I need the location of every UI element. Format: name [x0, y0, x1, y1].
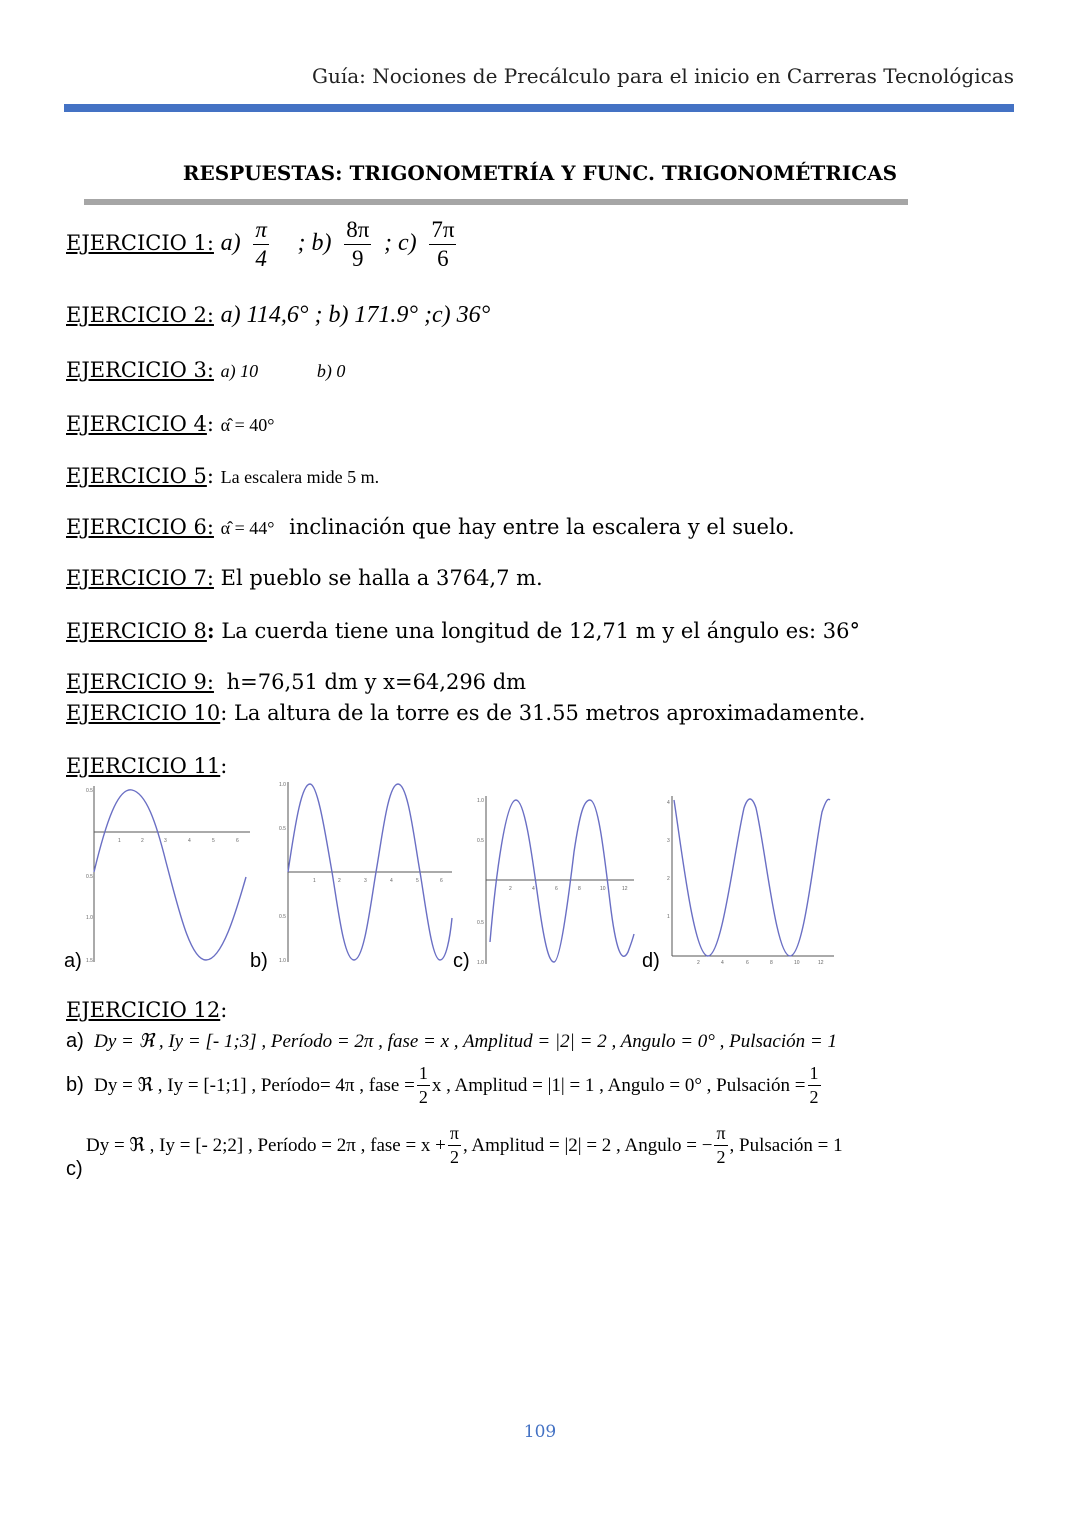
graph-b-xtick: 3 — [364, 878, 367, 884]
ejercicio-5-label: EJERCICIO 5 — [66, 464, 207, 488]
ejercicio-11: EJERCICIO 11: — [66, 754, 228, 778]
ejercicio-5: EJERCICIO 5: La escalera mide 5 m. — [66, 464, 380, 488]
graph-a-ytick: 0.5 — [86, 874, 93, 880]
graph-b-ytick: 0.5 — [279, 914, 286, 920]
graph-c-ytick: 1.0 — [477, 798, 484, 804]
ejercicio-11-label: EJERCICIO 11 — [66, 754, 221, 778]
ejercicio-8-answer: La cuerda tiene una longitud de 12,71 m y el ángulo es: 36° — [221, 619, 860, 643]
graph-c-xtick: 10 — [600, 886, 606, 892]
ejercicio-3-answer-a: a) 10 — [220, 361, 259, 381]
page-header: Guía: Nociones de Precálculo para el inicio en Carreras Tecnológicas — [311, 64, 1014, 88]
ejercicio-1-label: EJERCICIO 1: — [66, 231, 214, 256]
ejercicio-7-answer: El pueblo se halla a 3764,7 m. — [220, 566, 543, 590]
ej12-c-answer-part3: , Pulsación = 1 — [729, 1134, 843, 1156]
ejercicio-5-answer: La escalera mide 5 m. — [220, 467, 380, 487]
graph-b-ytick: 1.0 — [279, 782, 286, 788]
graph-c-xtick: 12 — [622, 886, 628, 892]
ejercicio-4-answer: α̂ = 40° — [220, 415, 275, 435]
ejercicio-8-label: EJERCICIO 8 — [66, 619, 207, 643]
graph-c-curve — [490, 800, 634, 962]
graph-d-ytick: 3 — [667, 838, 670, 844]
ejercicio-2-answer: a) 114,6° ; b) 171.9° ;c) 36° — [220, 302, 491, 328]
ejercicio-12: EJERCICIO 12: — [66, 998, 228, 1022]
graph-a-xtick: 1 — [118, 838, 121, 844]
graph-d — [666, 792, 838, 968]
ejercicio-7-label: EJERCICIO 7: — [66, 566, 214, 590]
ejercicio-6 — [66, 515, 795, 539]
graph-d-xtick: 10 — [794, 960, 800, 966]
graph-c-ytick: 0.5 — [477, 838, 484, 844]
graph-b-label: b) — [250, 950, 268, 972]
graph-d-xtick: 6 — [746, 960, 749, 966]
ejercicio-2 — [66, 302, 490, 329]
graph-a — [84, 782, 254, 968]
graph-b-xtick: 5 — [416, 878, 419, 884]
graph-a-xtick: 2 — [141, 838, 144, 844]
graph-d-xtick: 12 — [818, 960, 824, 966]
ej12-c-angulo-fraction: $\frac{\pi}{2}$ — [716, 1123, 726, 1167]
ejercicio-3-answer-b: b) 0 — [316, 361, 346, 381]
graph-b-ytick: 1.0 — [279, 958, 286, 964]
ej12-c-tag: c) — [66, 1158, 83, 1180]
ejercicio-1 — [66, 218, 462, 271]
ejercicio-3 — [66, 358, 345, 382]
graph-b-xtick: 1 — [313, 878, 316, 884]
ejercicio-8: EJERCICIO 8: La cuerda tiene una longitud de 12,71 m y el ángulo es: 36° — [66, 618, 860, 643]
ejercicio-6-label: EJERCICIO 6: — [66, 515, 214, 539]
ej12-a-answer: Dy = ℜ , Iy = [- 1;3] , Período = 2π , fase = x , Amplitud = |2| = 2 , Angulo = 0° , Pulsación = 1 — [94, 1031, 837, 1052]
graph-a-ytick: 1.5 — [86, 958, 93, 964]
ej1-b-tag: ; b) — [297, 230, 332, 257]
ej12-c-answer-part2: , Amplitud = |2| = 2 , Angulo = − — [462, 1134, 713, 1156]
ej1-a-tag: a) — [220, 230, 241, 257]
graph-b-xtick: 2 — [338, 878, 341, 884]
ej12-b-pulsacion-fraction: $\frac{1}{2}$ — [809, 1063, 819, 1107]
ej12-b-answer-part1: Dy = ℜ , Iy = [-1;1] , Período= 4π , fase = — [94, 1074, 415, 1096]
graph-c-ytick: 1.0 — [477, 960, 484, 966]
graph-c-xtick: 4 — [532, 886, 535, 892]
graph-b-xtick: 6 — [440, 878, 443, 884]
graph-a-ytick: 0.5 — [86, 788, 93, 794]
graph-a-xtick: 3 — [164, 838, 167, 844]
ej12-a-tag: a) — [66, 1030, 84, 1052]
ejercicio-2-label: EJERCICIO 2: — [66, 303, 214, 327]
ejercicio-4: EJERCICIO 4: α̂ = 40° — [66, 412, 275, 436]
graph-d-curve — [674, 799, 830, 956]
ejercicio-12-a — [66, 1028, 837, 1053]
graph-d-ytick: 2 — [667, 876, 670, 882]
ejercicio-6-angle: α̂ = 44° — [220, 518, 275, 538]
graph-a-xtick: 5 — [212, 838, 215, 844]
ej12-b-tag: b) — [66, 1073, 84, 1096]
ejercicio-4-label: EJERCICIO 4 — [66, 412, 207, 436]
ejercicio-10 — [66, 701, 865, 725]
title-rule — [84, 199, 908, 205]
ejercicio-12-label: EJERCICIO 12 — [66, 998, 221, 1022]
graph-c-xtick: 6 — [555, 886, 558, 892]
ejercicio-9-answer: h=76,51 dm y x=64,296 dm — [226, 670, 527, 694]
graph-d-ytick: 1 — [667, 914, 670, 920]
graph-a-ytick: 1.0 — [86, 915, 93, 921]
ejercicio-3-label: EJERCICIO 3: — [66, 358, 214, 382]
ej1-a-fraction: $\frac{\pi}{4}$ — [255, 217, 267, 272]
ejercicio-6-answer: inclinación que hay entre la escalera y el suelo. — [289, 515, 795, 539]
graph-d-xtick: 2 — [697, 960, 700, 966]
ej1-c-tag: ; c) — [384, 230, 417, 257]
ej12-b-fase-fraction: $\frac{1}{2}$ — [418, 1063, 428, 1107]
graph-a-xtick: 4 — [188, 838, 191, 844]
ej12-c-answer-part1: Dy = ℜ , Iy = [- 2;2] , Período = 2π , fase = x + — [86, 1134, 446, 1156]
graph-d-xtick: 4 — [721, 960, 724, 966]
graph-c-label: c) — [453, 950, 470, 972]
graph-b-xtick: 4 — [390, 878, 393, 884]
graph-a-xtick: 6 — [236, 838, 239, 844]
ej1-b-fraction: $\frac{8\pi}{9}$ — [346, 217, 370, 272]
graph-b — [278, 778, 454, 968]
graph-a-curve — [94, 790, 246, 960]
ej12-c-fase-fraction: $\frac{\pi}{2}$ — [449, 1123, 459, 1167]
ejercicio-12-b — [66, 1064, 823, 1107]
graph-d-ytick: 4 — [667, 800, 670, 806]
graph-b-ytick: 0.5 — [279, 826, 286, 832]
ejercicio-7 — [66, 566, 543, 590]
ejercicio-12-c — [66, 1124, 843, 1167]
page-number: 109 — [523, 1422, 557, 1442]
ejercicio-10-answer: : La altura de la torre es de 31.55 metros aproximadamente. — [220, 701, 866, 725]
ejercicio-9 — [66, 670, 526, 694]
page-title: RESPUESTAS: TRIGONOMETRÍA Y FUNC. TRIGONOMÉTRICAS — [182, 161, 898, 185]
ej1-c-fraction: $\frac{7\pi}{6}$ — [431, 217, 455, 272]
graph-d-label: d) — [642, 950, 660, 972]
graph-c — [476, 792, 636, 968]
graph-c-ytick: 0.5 — [477, 920, 484, 926]
header-rule — [64, 104, 1014, 112]
graph-c-xtick: 2 — [509, 886, 512, 892]
graph-d-xtick: 8 — [770, 960, 773, 966]
ej12-b-answer-part2: x , Amplitud = |1| = 1 , Angulo = 0° , Pulsación = — [431, 1074, 806, 1096]
graph-c-xtick: 8 — [578, 886, 581, 892]
ejercicio-10-label: EJERCICIO 10 — [66, 701, 221, 725]
graph-a-label: a) — [64, 950, 82, 972]
ejercicio-9-label: EJERCICIO 9: — [66, 670, 214, 694]
